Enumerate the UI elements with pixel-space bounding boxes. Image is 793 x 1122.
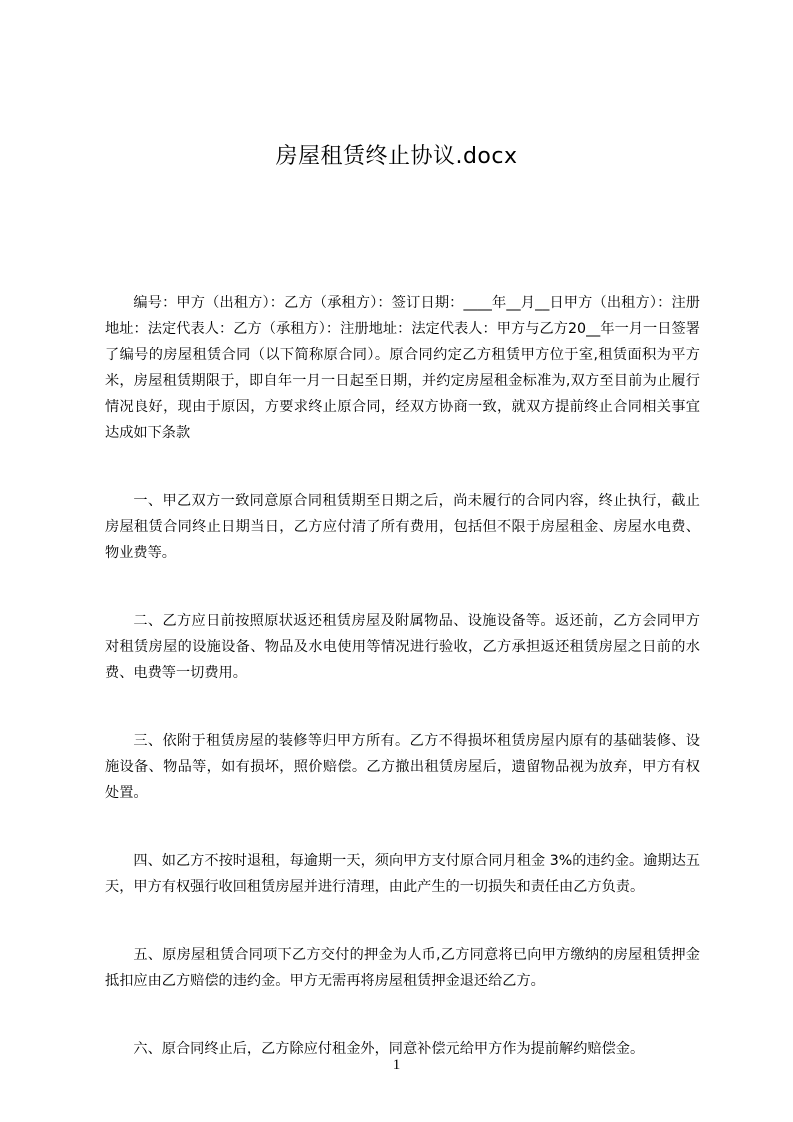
paragraph-clause-5: 五、原房屋租赁合同项下乙方交付的押金为人币,乙方同意将已向甲方缴纳的房屋租赁押金抵扣应由乙方赔偿的违约金。甲方无需再将房屋租赁押金退还给乙方。 <box>105 947 700 989</box>
document-body <box>105 290 700 1062</box>
paragraph-clause-6: 六、原合同终止后，乙方除应付租金外，同意补偿元给甲方作为提前解约赔偿金。 <box>133 1041 645 1057</box>
paragraph-clause-3: 三、依附于租赁房屋的装修等归甲方所有。乙方不得损坏租赁房屋内原有的基础装修、设施设备、物品等，如有损坏，照价赔偿。乙方撤出租赁房屋后，遗留物品视为放弃，甲方有权处置。 <box>105 733 700 801</box>
paragraph-clause-4: 四、如乙方不按时退租，每逾期一天，须向甲方支付原合同月租金 3%的违约金。逾期达五天，甲方有权强行收回租赁房屋并进行清理，由此产生的一切损失和责任由乙方负责。 <box>105 853 700 895</box>
paragraph-preamble: 编号：甲方（出租方）：乙方（承租方）：签订日期：____年__月__日甲方（出租方）：注册地址：法定代表人：乙方（承租方）：注册地址：法定代表人：甲方与乙方20__年一月一日签署了编号的房屋租赁合同（以下简称原合同）。原合同约定乙方租赁甲方位于室,租赁面积为平方米，房屋租赁期限于，即自年一月一日起至日期，并约定房屋租金标准为,双方至目前为止履行情况良好，现由于原因，方要求终止原合同，经双方协商一致，就双方提前终止合同相关事宜达成如下条款 <box>105 295 700 441</box>
document-title: 房屋租赁终止协议.docx <box>275 144 518 169</box>
paragraph-clause-1: 一、甲乙双方一致同意原合同租赁期至日期之后，尚未履行的合同内容，终止执行，截止房屋租赁合同终止日期当日，乙方应付清了所有费用，包括但不限于房屋租金、房屋水电费、物业费等。 <box>105 493 700 561</box>
paragraph-clause-2: 二、乙方应日前按照原状返还租赁房屋及附属物品、设施设备等。返还前，乙方会同甲方对租赁房屋的设施设备、物品及水电使用等情况进行验收，乙方承担返还租赁房屋之日前的水费、电费等一切费用。 <box>105 613 700 681</box>
page-number: 1 <box>392 1057 401 1073</box>
